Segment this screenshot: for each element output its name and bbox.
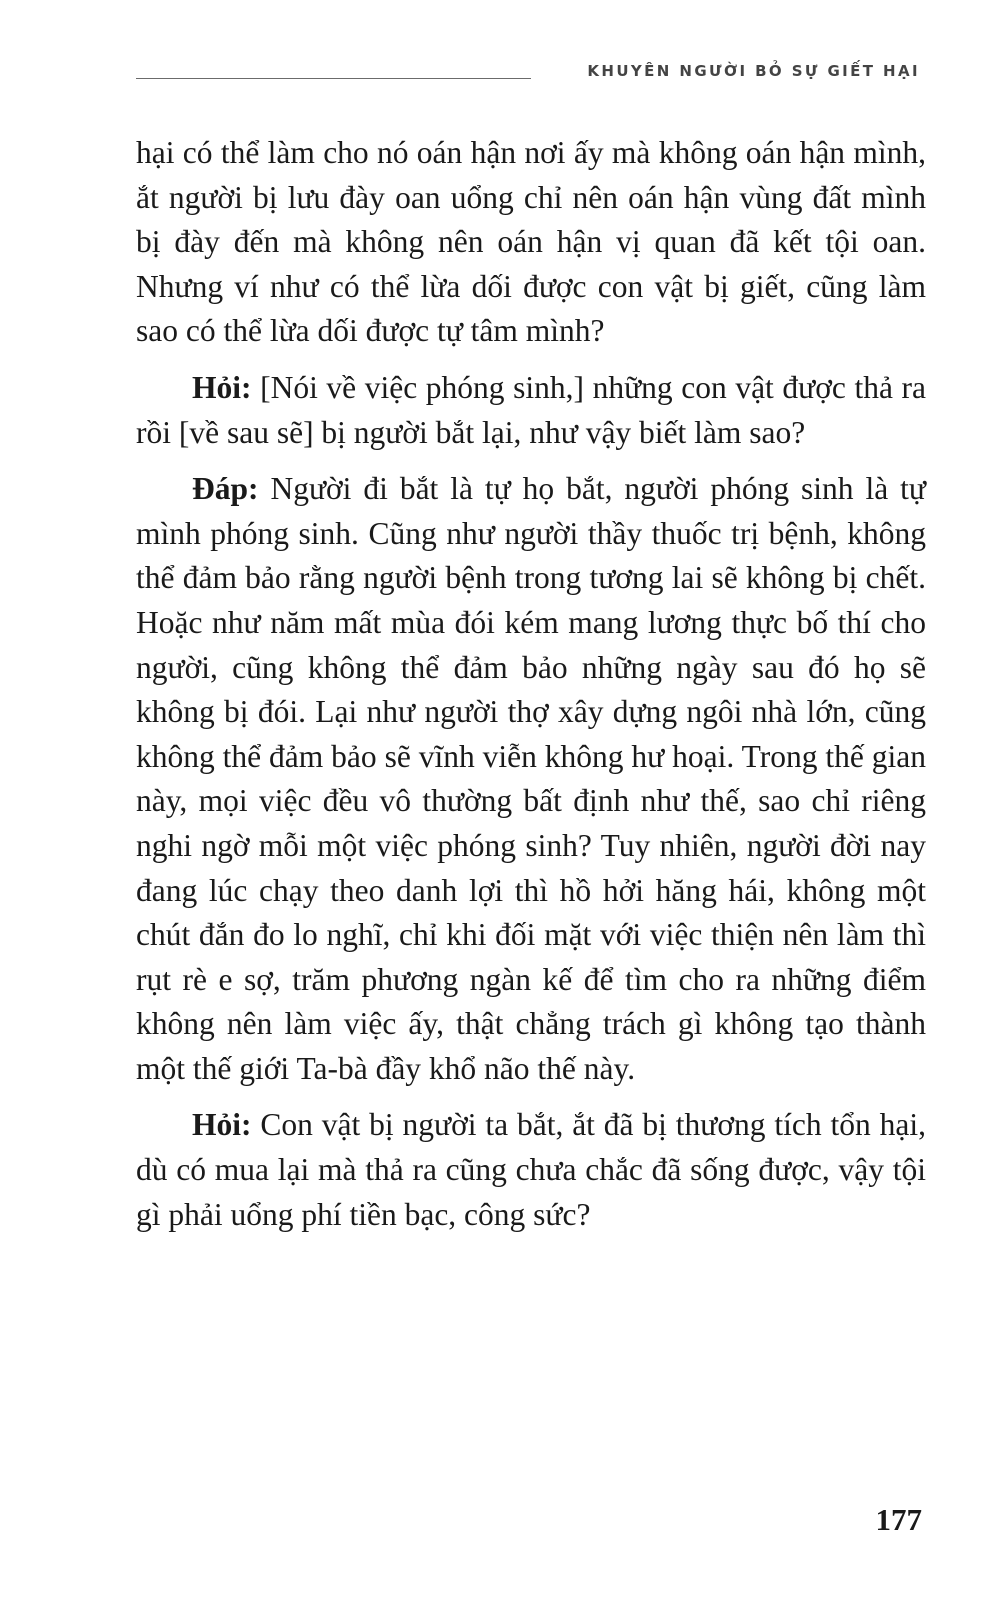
paragraph-text: Người đi bắt là tự họ bắt, người phóng sinh là tự mình phóng sinh. Cũng như người thầy thuốc trị bệnh, không thể đảm bảo rằng người bệnh trong tương lai sẽ không bị chết. Hoặc như năm mất mùa đói kém mang lương thực bố thí cho người, cũng không thể đảm bảo những ngày sau đó họ sẽ không bị đói. Lại như người thợ xây dựng ngôi nhà lớn, cũng không thể đảm bảo sẽ vĩnh viễn không hư hoại. Trong thế gian này, mọi việc đều vô thường bất định như thế, sao chỉ riêng nghi ngờ mỗi một việc phóng sinh? Tuy nhiên, người đời nay đang lúc chạy theo danh lợi thì hồ hởi hăng hái, không một chút đắn đo lo nghĩ, chỉ khi đối mặt với việc thiện nên làm thì rụt rè e sợ, trăm phương ngàn kế để tìm cho ra những điểm không nên làm việc ấy, thật chẳng trách gì không tạo thành một thế giới Ta-bà đầy khổ não thế này. <box>136 471 926 1086</box>
paragraph-question <box>136 366 926 455</box>
question-label: Hỏi: <box>192 1107 252 1143</box>
page-body <box>136 131 926 1249</box>
question-label: Hỏi: <box>192 369 252 405</box>
running-title: KHUYÊN NGƯỜI BỎ SỰ GIẾT HẠI <box>587 62 920 80</box>
paragraph-answer <box>136 467 926 1091</box>
paragraph-question <box>136 1103 926 1237</box>
paragraph-text: hại có thể làm cho nó oán hận nơi ấy mà không oán hận mình, ắt người bị lưu đày oan uổng chỉ nên oán hận vùng đất mình bị đày đến mà không nên oán hận vị quan đã kết tội oan. Nhưng ví như có thể lừa dối được con vật bị giết, cũng làm sao có thể lừa dối được tự tâm mình? <box>136 135 926 349</box>
answer-label: Đáp: <box>192 471 259 507</box>
paragraph-text: [Nói về việc phóng sinh,] những con vật được thả ra rồi [về sau sẽ] bị người bắt lại, như vậy biết làm sao? <box>136 369 926 450</box>
header-rule <box>136 78 531 79</box>
paragraph-continuation <box>136 131 926 354</box>
paragraph-text: Con vật bị người ta bắt, ắt đã bị thương tích tổn hại, dù có mua lại mà thả ra cũng chưa chắc đã sống được, vậy tội gì phải uổng phí tiền bạc, công sức? <box>136 1107 926 1232</box>
page-number: 177 <box>875 1502 922 1537</box>
